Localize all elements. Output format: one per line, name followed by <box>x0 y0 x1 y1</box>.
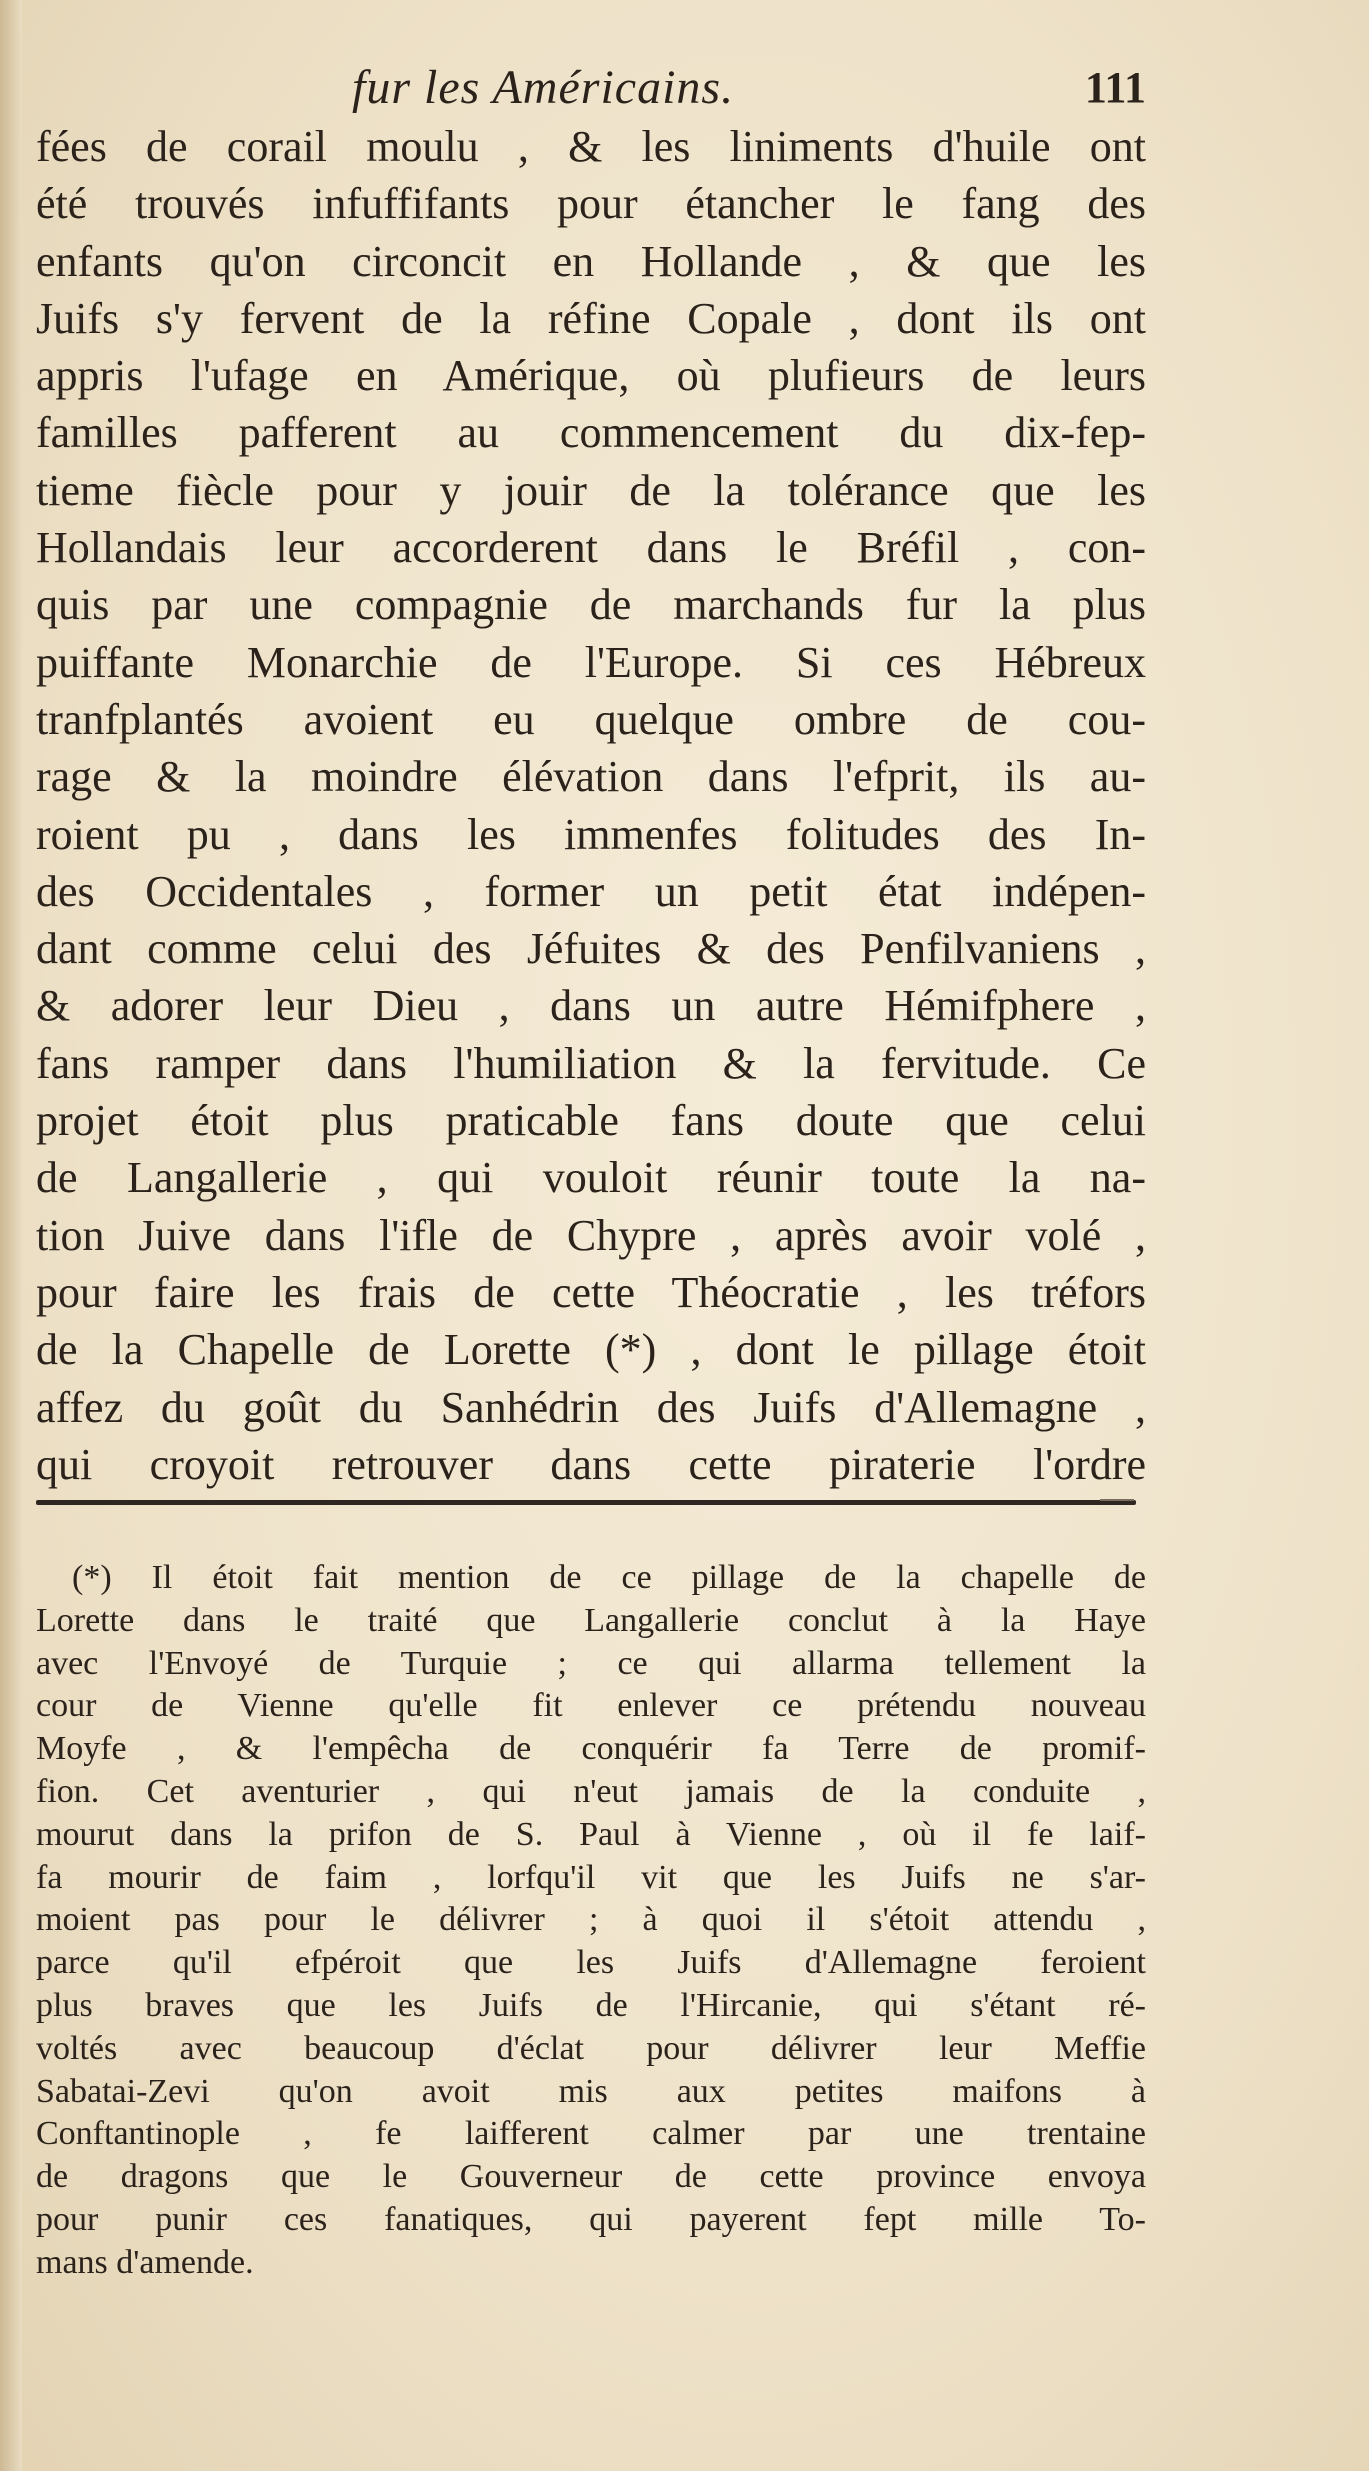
footnote-line: moient pas pour le délivrer ; à quoi il s'étoit attendu , <box>36 1901 1146 1939</box>
text-line: familles pafferent au commencement du dix-fep- <box>36 408 1146 458</box>
footnote-line: voltés avec beaucoup d'éclat pour délivrer leur Meffie <box>36 2029 1146 2067</box>
text-line: fans ramper dans l'humiliation & la fervitude. Ce <box>36 1038 1146 1088</box>
footnote-line: Lorette dans le traité que Langallerie conclut à la Haye <box>36 1601 1146 1639</box>
text-line: de Langallerie , qui vouloit réunir toute la na- <box>36 1153 1146 1203</box>
text-line: & adorer leur Dieu , dans un autre Hémifphere , <box>36 981 1146 1031</box>
text-line: roient pu , dans les immenfes folitudes des In- <box>36 809 1146 859</box>
text-line: appris l'ufage en Amérique, où plufieurs de leurs <box>36 351 1146 401</box>
text-line: fées de corail moulu , & les liniments d'huile ont <box>36 122 1146 171</box>
page-number: 111 <box>1084 63 1146 112</box>
text-line: puiffante Monarchie de l'Europe. Si ces Hébreux <box>36 637 1146 687</box>
text-line: affez du goût du Sanhédrin des Juifs d'Allemagne , <box>36 1382 1146 1432</box>
footnote <box>36 1557 1146 2285</box>
running-header <box>36 58 1146 118</box>
footnote-line: mourut dans la prifon de S. Paul à Vienne , où il fe laif- <box>36 1815 1146 1853</box>
text-line: Hollandais leur accorderent dans le Bréfil , con- <box>36 523 1146 573</box>
text-line: été trouvés infuffifants pour étancher le fang des <box>36 179 1146 229</box>
footnote-line: avec l'Envoyé de Turquie ; ce qui allarma tellement la <box>36 1644 1146 1682</box>
footnote-line: (*) Il étoit fait mention de ce pillage de la chapelle de <box>72 1559 1146 1596</box>
running-title: fur les Américains. <box>352 61 735 114</box>
text-line: rage & la moindre élévation dans l'efprit, ils au- <box>36 752 1146 802</box>
footnote-line: pour punir ces fanatiques, qui payerent fept mille To- <box>36 2200 1146 2238</box>
page-gutter-shadow <box>0 0 22 2471</box>
text-line: dant comme celui des Jéfuites & des Penfilvaniens , <box>36 924 1146 974</box>
text-line: quis par une compagnie de marchands fur la plus <box>36 580 1146 630</box>
text-line: des Occidentales , former un petit état indépen- <box>36 866 1146 916</box>
footnote-line: Conftantinople , fe laifferent calmer par une trentaine <box>36 2115 1146 2153</box>
footnote-divider-tail <box>1100 1499 1134 1501</box>
text-line: enfants qu'on circoncit en Hollande , & que les <box>36 236 1146 286</box>
footnote-line: Moyfe , & l'empêcha de conquérir fa Terre de promif- <box>36 1730 1146 1768</box>
text-line: de la Chapelle de Lorette (*) , dont le pillage étoit <box>36 1325 1146 1375</box>
footnote-line: fion. Cet aventurier , qui n'eut jamais de la conduite , <box>36 1772 1146 1810</box>
text-line: tion Juive dans l'ifle de Chypre , après avoir volé , <box>36 1210 1146 1260</box>
text-line: Juifs s'y fervent de la réfine Copale , dont ils ont <box>36 293 1146 343</box>
footnote-line: mans d'amende. <box>36 2243 254 2281</box>
footnote-line: cour de Vienne qu'elle fit enlever ce prétendu nouveau <box>36 1687 1146 1725</box>
footnote-line: de dragons que le Gouverneur de cette province envoya <box>36 2158 1146 2196</box>
text-line: tranfplantés avoient eu quelque ombre de cou- <box>36 694 1146 744</box>
text-line: tieme fiècle pour y jouir de la tolérance que les <box>36 465 1146 515</box>
text-line: pour faire les frais de cette Théocratie , les tréfors <box>36 1267 1146 1317</box>
footnote-line: parce qu'il efpéroit que les Juifs d'Allemagne feroient <box>36 1944 1146 1982</box>
footnote-divider <box>36 1500 1136 1505</box>
text-line: projet étoit plus praticable fans doute que celui <box>36 1096 1146 1146</box>
footnote-line: Sabatai-Zevi qu'on avoit mis aux petites maifons à <box>36 2072 1146 2110</box>
text-line: qui croyoit retrouver dans cette piraterie l'ordre <box>36 1439 1146 1489</box>
main-text <box>36 118 1146 1493</box>
footnote-line: plus braves que les Juifs de l'Hircanie, qui s'étant ré- <box>36 1986 1146 2024</box>
footnote-line: fa mourir de faim , lorfqu'il vit que les Juifs ne s'ar- <box>36 1858 1146 1896</box>
